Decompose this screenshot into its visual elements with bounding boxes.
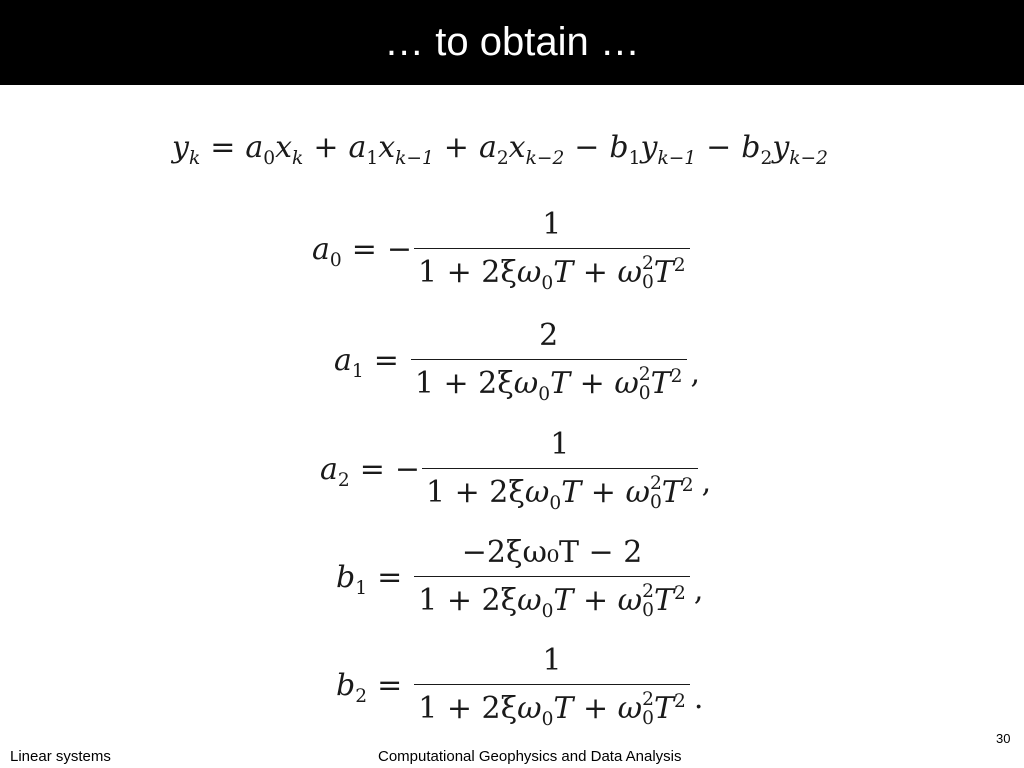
fraction-numerator: −2ξω₀T − 2 [461,535,643,570]
fraction [411,318,687,404]
recurrence-term: + $a_1x_{k-1}$ [313,130,434,169]
equation-lhs: $a_1$ [334,343,364,383]
punctuation: , [693,573,704,609]
title-bar [0,0,1024,85]
fraction-denominator: $1 + 2\xi\omega_0T + \omega$ 2 0 $T^2$ [422,468,698,513]
equation-b1 [336,535,703,621]
fraction [422,427,698,513]
recurrence-term: − $b_1y_{k-1}$ [574,130,697,169]
fraction-denominator: $1 + 2\xi\omega_0T + \omega$ 2 0 $T^2$ [414,576,690,621]
fraction [414,535,690,621]
recurrence-equation [172,130,828,169]
minus-prefix: − [394,452,421,488]
punctuation: , [701,465,712,501]
page-number: 30 [996,731,1011,746]
footer-left: Linear systems [10,748,111,765]
recurrence-term: = $a_0x_k$ [210,130,304,169]
fraction-numerator: 1 [542,207,562,242]
punctuation: . [693,681,704,717]
fraction [414,207,690,293]
equals-sign: = [351,232,377,268]
fraction-numerator: 1 [550,427,570,462]
fraction-denominator: $1 + 2\xi\omega_0T + \omega$ 2 0 $T^2$ [414,248,690,293]
recurrence-lhs: $y_k$ [172,130,201,169]
equals-sign: = [377,668,403,704]
fraction-numerator: 1 [542,643,562,678]
equation-lhs: $a_2$ [320,452,350,492]
fraction [414,643,690,729]
equation-a1 [334,318,700,404]
fraction-numerator: 2 [539,318,559,353]
punctuation: , [690,356,701,392]
slide-title: … to obtain … [384,20,640,64]
equation-a2 [320,427,711,513]
minus-prefix: − [386,232,413,268]
equation-a0 [312,207,694,293]
equals-sign: = [359,452,385,488]
equation-lhs: $b_2$ [336,668,368,708]
footer-center: Computational Geophysics and Data Analysis [378,748,682,765]
equation-b2 [336,643,703,729]
fraction-denominator: $1 + 2\xi\omega_0T + \omega$ 2 0 $T^2$ [411,359,687,404]
recurrence-term: + $a_2x_{k-2}$ [443,130,565,169]
fraction-denominator: $1 + 2\xi\omega_0T + \omega$ 2 0 $T^2$ [414,684,690,729]
equation-lhs: $b_1$ [336,560,368,600]
equals-sign: = [377,560,403,596]
equation-lhs: $a_0$ [312,232,342,272]
recurrence-term: − $b_2y_{k-2}$ [706,130,828,169]
equals-sign: = [373,343,399,379]
